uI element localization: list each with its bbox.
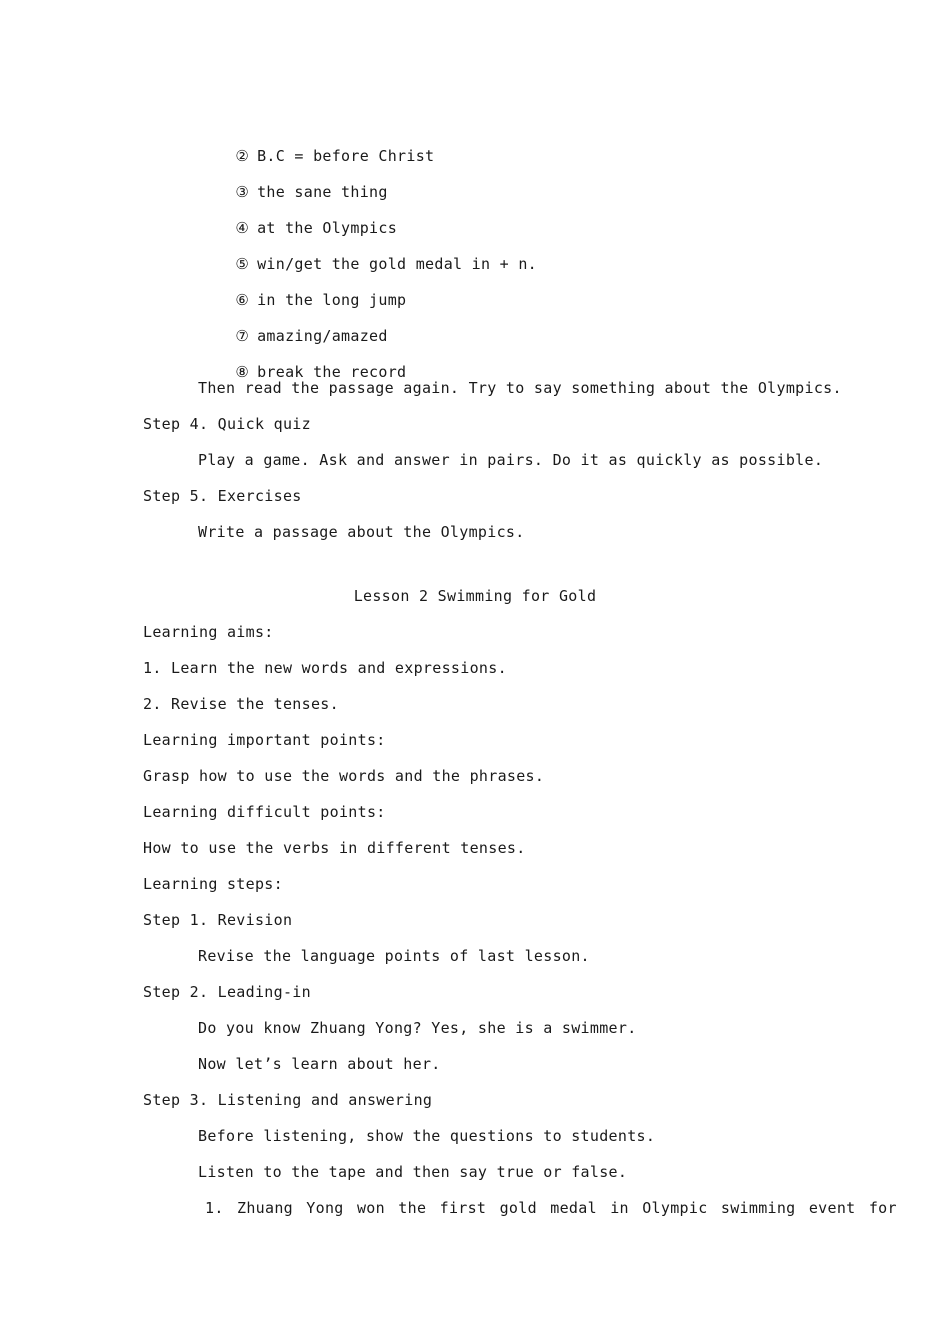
phrase-number: ② <box>235 147 250 165</box>
step2-heading: Step 2. Leading-in <box>143 983 311 1001</box>
phrase-number: ⑥ <box>235 291 250 309</box>
difficult-heading: Learning difficult points: <box>143 803 386 821</box>
step1-heading: Step 1. Revision <box>143 911 293 929</box>
important-heading: Learning important points: <box>143 731 386 749</box>
step3-followup: Then read the passage again. Try to say something about the Olympics. <box>198 379 842 397</box>
phrase-text: B.C = before Christ <box>257 147 435 165</box>
step4-heading: Step 4. Quick quiz <box>143 415 311 433</box>
phrase-number: ⑤ <box>235 255 250 273</box>
step3-heading: Step 3. Listening and answering <box>143 1091 433 1109</box>
phrase-number: ④ <box>235 219 250 237</box>
phrase-number: ⑦ <box>235 327 250 345</box>
difficult-body: How to use the verbs in different tenses. <box>143 839 526 857</box>
step5-body: Write a passage about the Olympics. <box>198 523 525 541</box>
step2-body: Do you know Zhuang Yong? Yes, she is a swimmer. <box>198 1019 637 1037</box>
phrase-text: at the Olympics <box>257 219 398 237</box>
phrase-number: ⑧ <box>235 363 250 381</box>
step3-body: Listen to the tape and then say true or false. <box>198 1163 628 1181</box>
step3-body: Before listening, show the questions to students. <box>198 1127 656 1145</box>
phrase-text: win/get the gold medal in + n. <box>257 255 538 273</box>
step1-body: Revise the language points of last lesson. <box>198 947 590 965</box>
steps-heading: Learning steps: <box>143 875 283 893</box>
phrase-number: ③ <box>235 183 250 201</box>
step4-body: Play a game. Ask and answer in pairs. Do it as quickly as possible. <box>198 451 824 469</box>
question-item: 1. Zhuang Yong won the first gold medal in Olympic swimming event for <box>205 1199 897 1217</box>
step2-body: Now let’s learn about her. <box>198 1055 441 1073</box>
important-body: Grasp how to use the words and the phrases. <box>143 767 545 785</box>
lesson-title: Lesson 2 Swimming for Gold <box>353 587 597 605</box>
phrase-text: the sane thing <box>257 183 388 201</box>
phrase-text: amazing/amazed <box>257 327 388 345</box>
phrase-text: break the record <box>257 363 407 381</box>
aim-item: 2. Revise the tenses. <box>143 695 339 713</box>
step5-heading: Step 5. Exercises <box>143 487 302 505</box>
aims-heading: Learning aims: <box>143 623 274 641</box>
phrase-text: in the long jump <box>257 291 407 309</box>
aim-item: 1. Learn the new words and expressions. <box>143 659 507 677</box>
